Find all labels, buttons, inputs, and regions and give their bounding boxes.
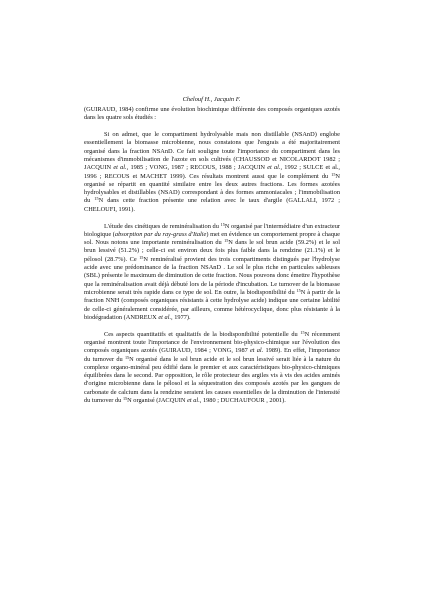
isotope-superscript: 15 bbox=[220, 221, 225, 227]
text-run: N organisé se répartit en quantité similaire entre les deux autres fractions. Les formes azotées hydrolysables et distillables (NSAD) correspondant à des formes ammoniacales ; l'immobilisation du bbox=[84, 172, 340, 205]
text-run: L'étude des cinétiques de reminéralisation du bbox=[104, 222, 221, 230]
paragraph bbox=[84, 331, 340, 406]
text-run: , 1977). bbox=[171, 313, 191, 321]
text-run: , 1992 ; SULCE et al., 1996 ; RECOUS et MACHET 1999). Ces résultats montrent aussi que le complément du bbox=[84, 164, 340, 180]
isotope-superscript: 15 bbox=[94, 196, 99, 202]
text-run: , 1985 ; VONG, 1987 ; RECOUS, 1988 ; JACQUIN bbox=[126, 164, 268, 172]
italic-text: absorption par du ray-grass d'Italie bbox=[114, 230, 207, 238]
paragraph bbox=[84, 106, 340, 123]
italic-text: et al. bbox=[158, 313, 172, 321]
text-run: Ces aspects quantitatifs et qualitatifs de la biodisponibilité potentielle du bbox=[104, 330, 301, 338]
text-run: , 1980 ; DUCHAUFOUR , 2001). bbox=[199, 397, 286, 404]
italic-text: et al. bbox=[267, 164, 281, 172]
body-text bbox=[84, 106, 340, 414]
text-run: N à partir de la fraction NNH (composés organiques résistants à cette hydrolyse acide) indique une certaine labilité de celle-ci généralement considérée, par ailleurs, comme hétérocyclique, donc plus résistante à la biodégradation (ANDREUX bbox=[84, 288, 340, 321]
isotope-superscript: 15 bbox=[139, 254, 144, 260]
isotope-superscript: 15 bbox=[331, 171, 336, 177]
italic-text: et al. bbox=[113, 164, 127, 172]
running-header: Chelouf H., Jacquin F. bbox=[182, 96, 241, 103]
paragraph bbox=[84, 223, 340, 323]
text-run: N organisé par l'intermédiaire d'un extracteur biologique ( bbox=[84, 222, 340, 238]
text-run: 1989). En effet, l'importance du turnover du bbox=[84, 347, 340, 363]
isotope-superscript: 15 bbox=[124, 354, 130, 360]
isotope-superscript: 15 bbox=[122, 396, 128, 401]
text-run: N organisé (JACQUIN bbox=[127, 397, 188, 404]
text-run: N dans cette fraction présente une relation avec le taux d'argile (GALLALI, 1972 ; CHELOUFI, 1991). bbox=[84, 197, 340, 213]
italic-text: et al. bbox=[249, 347, 264, 355]
text-run: N dans le sol brun acide (59.2%) et le sol brun lessivé (51.2%) ; celle-ci est environ deux fois plus faible dans la rendzine (21.1%) et le pélosol (28.7%). Ce bbox=[84, 239, 340, 263]
isotope-superscript: 15 bbox=[300, 329, 305, 335]
text-run: ) met en évidence un comportement propre à chaque sol. Nous notons une importante reminéralisation du bbox=[84, 230, 340, 247]
text-run: Si on admet, que le compartiment hydrolysable mais non distillable (NSAnD) englobe essentiellement la biomasse microbienne, nous constatons que l'engrais a été majoritairement organisé dans la fraction NSAnD. Ce fait souligne toute l'importance du compartiment dans les mécanismes d'immobilisation de l'azote en sols cultivés (CHAUSSOD et NICOLARDOT 1982 ; JACQUIN bbox=[84, 131, 340, 172]
paragraph bbox=[84, 131, 340, 214]
text-run: N récemment organisé montrent toute l'importance de l'environnement bio-physico-chimique sur l'évolution des composés organiques azotés (GUIRAUD, 1984 ; VONG, 1987 bbox=[84, 330, 340, 355]
text-run: N organisé dans le sol brun acide et le sol brun lessivé serait liée à la nature du complexe organo-minéral peu édifié dans le premier et aux caractéristiques bio-physico-chimiques équilibrées dans le second. Par opposition, le rôle protecteur des argiles vis à vis des acides aminés d'origine microbienne dans le pélosol et la séquestration des composés azotés par les gangues de carbonate de calcium dans la rendzine seraient les causes essentielles de la diminution de l'intensité du turnover du bbox=[84, 355, 340, 404]
text-run: (GUIRAUD, 1984) confirme une évolution biochimique différente des composés organiques azotés dans les quatre sols étudiés : bbox=[84, 106, 340, 122]
isotope-superscript: 15 bbox=[224, 238, 229, 244]
italic-text: et al. bbox=[187, 397, 200, 404]
isotope-superscript: 15 bbox=[296, 287, 301, 293]
text-run: N reminéralisé provient des trois compartiments distingués par l'hydrolyse acide avec une prédominance de la fraction NSAnD . Le sol le plus riche en particules sableuses (SBL) présente le maximum de diminution de cette fraction. Nous pouvons donc émettre l'hypothèse que la reminéralisation avait déjà débuté lors de la période d'incubation. Le turnover de la biomasse microbienne serait très rapide dans ce type de sol. En outre, la biodisponibilité du bbox=[84, 255, 340, 296]
